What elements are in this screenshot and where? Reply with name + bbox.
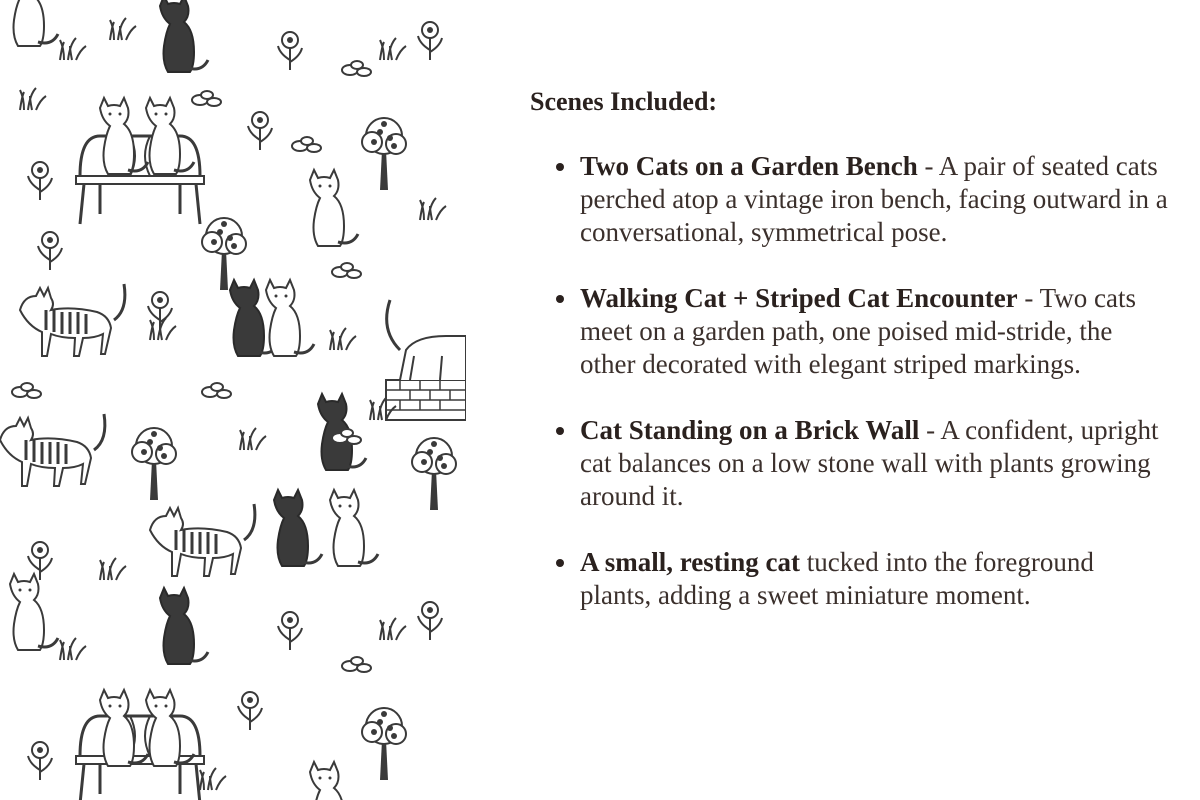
scene-item bbox=[530, 546, 1170, 612]
scenes-list bbox=[530, 150, 1170, 612]
scene-description: - Two cats meet on a garden path, one poised mid-stride, the other decorated with elegant striped markings. bbox=[580, 283, 1137, 379]
scene-item bbox=[530, 282, 1170, 381]
scenes-text-panel bbox=[530, 84, 1170, 645]
bullet-icon bbox=[556, 427, 564, 435]
cat-toile-pattern-image bbox=[0, 0, 466, 800]
scenes-heading: Scenes Included: bbox=[530, 87, 718, 116]
scene-item bbox=[530, 150, 1170, 249]
scene-title: A small, resting cat bbox=[580, 547, 800, 577]
scene-description: - A pair of seated cats perched atop a vintage iron bench, facing outward in a conversational, symmetrical pose. bbox=[580, 151, 1168, 247]
bullet-icon bbox=[556, 559, 564, 567]
scene-description: - A confident, upright cat balances on a low stone wall with plants growing around it. bbox=[580, 415, 1159, 511]
bullet-icon bbox=[556, 295, 564, 303]
scene-title: Two Cats on a Garden Bench bbox=[580, 151, 918, 181]
scene-description: tucked into the foreground plants, adding a sweet miniature moment. bbox=[580, 547, 1094, 610]
scene-title: Cat Standing on a Brick Wall bbox=[580, 415, 920, 445]
cat-toile-pattern-icon bbox=[0, 0, 466, 800]
scene-title: Walking Cat + Striped Cat Encounter bbox=[580, 283, 1018, 313]
bullet-icon bbox=[556, 163, 564, 171]
scene-item bbox=[530, 414, 1170, 513]
